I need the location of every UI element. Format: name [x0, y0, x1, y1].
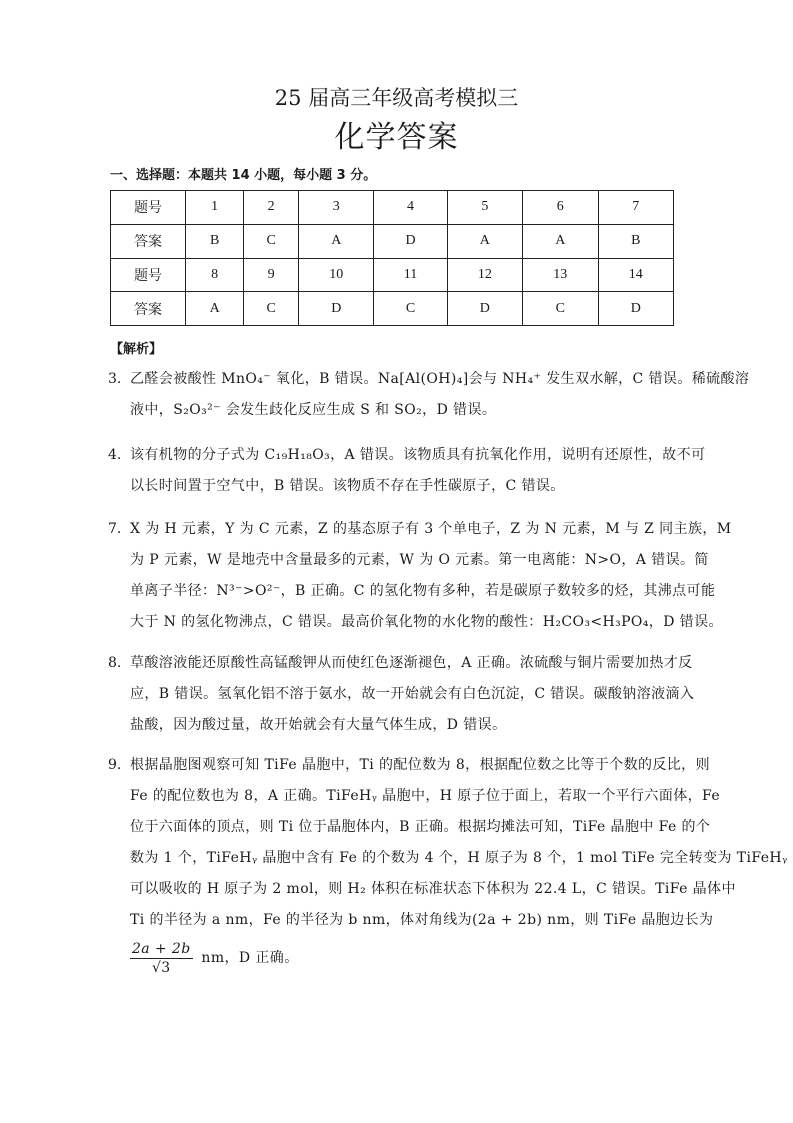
row-label: 题号: [111, 258, 186, 292]
analysis-item-9: [108, 750, 788, 980]
table-cell: A: [299, 224, 374, 258]
table-cell: 5: [447, 191, 522, 225]
row-label: 题号: [111, 191, 186, 225]
item-line: 乙醛会被酸性 MnO₄⁻ 氧化，B 错误。Na[Al(OH)₄]会与 NH₄⁺ 发生双水解，C 错误。稀硫酸溶: [130, 371, 750, 387]
table-cell: D: [598, 292, 674, 326]
fraction-line: [108, 936, 676, 980]
exam-subtitle: 25 届高三年级高考模拟三: [274, 86, 519, 110]
table-cell: 2: [244, 191, 299, 225]
table-row: [111, 258, 674, 292]
item-line: Fe 的配位数也为 8，A 正确。TiFeHᵧ 晶胞中，H 原子位于面上，若取一个平行六面体，Fe: [130, 788, 721, 804]
table-cell: A: [523, 224, 598, 258]
table-cell: A: [186, 292, 244, 326]
edge-length-fraction: [130, 940, 193, 977]
row-label: 答案: [111, 224, 186, 258]
analysis-item-3: [108, 364, 750, 426]
table-row: [111, 191, 674, 225]
table-cell: 11: [374, 258, 447, 292]
item-line: 应，B 错误。氢氧化铝不溶于氨水，故一开始就会有白色沉淀，C 错误。碳酸钠溶液滴入: [130, 686, 695, 702]
item-number: 4.: [108, 447, 122, 463]
table-cell: A: [447, 224, 522, 258]
item-line: 大于 N 的氢化物沸点，C 错误。最高价氧化物的水化物的酸性：H₂CO₃<H₃PO₄，D 错误。: [130, 614, 723, 630]
item-line: X 为 H 元素，Y 为 C 元素，Z 的基态原子有 3 个单电子，Z 为 N 元素，M 与 Z 同主族，M: [130, 521, 732, 537]
fraction-denominator: √3: [151, 959, 171, 976]
table-row: [111, 292, 674, 326]
table-cell: 12: [447, 258, 522, 292]
table-cell: B: [598, 224, 674, 258]
page-title: 化学答案: [334, 120, 459, 155]
answer-table: [110, 190, 674, 326]
analysis-heading: 【解析】: [110, 342, 163, 357]
table-cell: 4: [374, 191, 447, 225]
item-line: 根据晶胞图观察可知 TiFe 晶胞中，Ti 的配位数为 8，根据配位数之比等于个数的反比，则: [130, 757, 710, 773]
table-cell: D: [447, 292, 522, 326]
table-cell: 10: [299, 258, 374, 292]
table-cell: B: [186, 224, 244, 258]
row-label: 答案: [111, 292, 186, 326]
item-line: 位于六面体的顶点，则 Ti 位于晶胞体内，B 正确。根据均摊法可知，TiFe 晶胞中 Fe 的个: [130, 819, 711, 835]
item-line: 液中，S₂O₃²⁻ 会发生歧化反应生成 S 和 SO₂，D 错误。: [130, 402, 497, 418]
table-cell: 13: [523, 258, 598, 292]
item-line: 为 P 元素，W 是地壳中含量最多的元素，W 为 O 元素。第一电离能：N>O，A 错误。简: [130, 552, 709, 568]
table-cell: C: [374, 292, 447, 326]
table-cell: C: [244, 224, 299, 258]
table-cell: D: [374, 224, 447, 258]
table-cell: 3: [299, 191, 374, 225]
section-heading: 一、选择题：本题共 14 小题，每小题 3 分。: [110, 168, 377, 183]
item-number: 9.: [108, 757, 122, 773]
table-cell: 14: [598, 258, 674, 292]
item-line: 盐酸，因为酸过量，故开始就会有大量气体生成，D 错误。: [130, 717, 507, 733]
item-number: 7.: [108, 521, 122, 537]
fraction-numerator: 2a + 2b: [132, 940, 191, 957]
table-cell: 7: [598, 191, 674, 225]
table-cell: C: [244, 292, 299, 326]
analysis-item-4: [108, 440, 706, 502]
item-line: Ti 的半径为 a nm，Fe 的半径为 b nm，体对角线为(2a + 2b) nm，则 TiFe 晶胞边长为: [130, 912, 714, 928]
table-row: [111, 224, 674, 258]
analysis-item-7: [108, 514, 732, 638]
item-line: 单离子半径：N³⁻>O²⁻，B 正确。C 的氢化物有多种，若是碳原子数较多的烃，其沸点可能: [130, 583, 716, 599]
item-line: 该有机物的分子式为 C₁₉H₁₈O₃，A 错误。该物质具有抗氧化作用，说明有还原性，故不可: [130, 447, 706, 463]
item-number: 8.: [108, 655, 122, 671]
fraction-tail: nm，D 正确。: [201, 950, 299, 966]
table-cell: 8: [186, 258, 244, 292]
item-line: 以长时间置于空气中，B 错误。该物质不存在手性碳原子，C 错误。: [130, 478, 565, 494]
item-line: 可以吸收的 H 原子为 2 mol，则 H₂ 体积在标准状态下体积为 22.4 L，C 错误。TiFe 晶体中: [130, 881, 736, 897]
table-cell: D: [299, 292, 374, 326]
item-line: 数为 1 个，TiFeHᵧ 晶胞中含有 Fe 的个数为 4 个，H 原子为 8 个，1 mol TiFe 完全转变为 TiFeHᵧ: [130, 850, 788, 866]
item-number: 3.: [108, 371, 122, 387]
table-cell: C: [523, 292, 598, 326]
analysis-item-8: [108, 648, 695, 741]
item-line: 草酸溶液能还原酸性高锰酸钾从而使红色逐渐褪色，A 正确。浓硫酸与铜片需要加热才反: [130, 655, 693, 671]
table-cell: 9: [244, 258, 299, 292]
table-cell: 1: [186, 191, 244, 225]
table-cell: 6: [523, 191, 598, 225]
